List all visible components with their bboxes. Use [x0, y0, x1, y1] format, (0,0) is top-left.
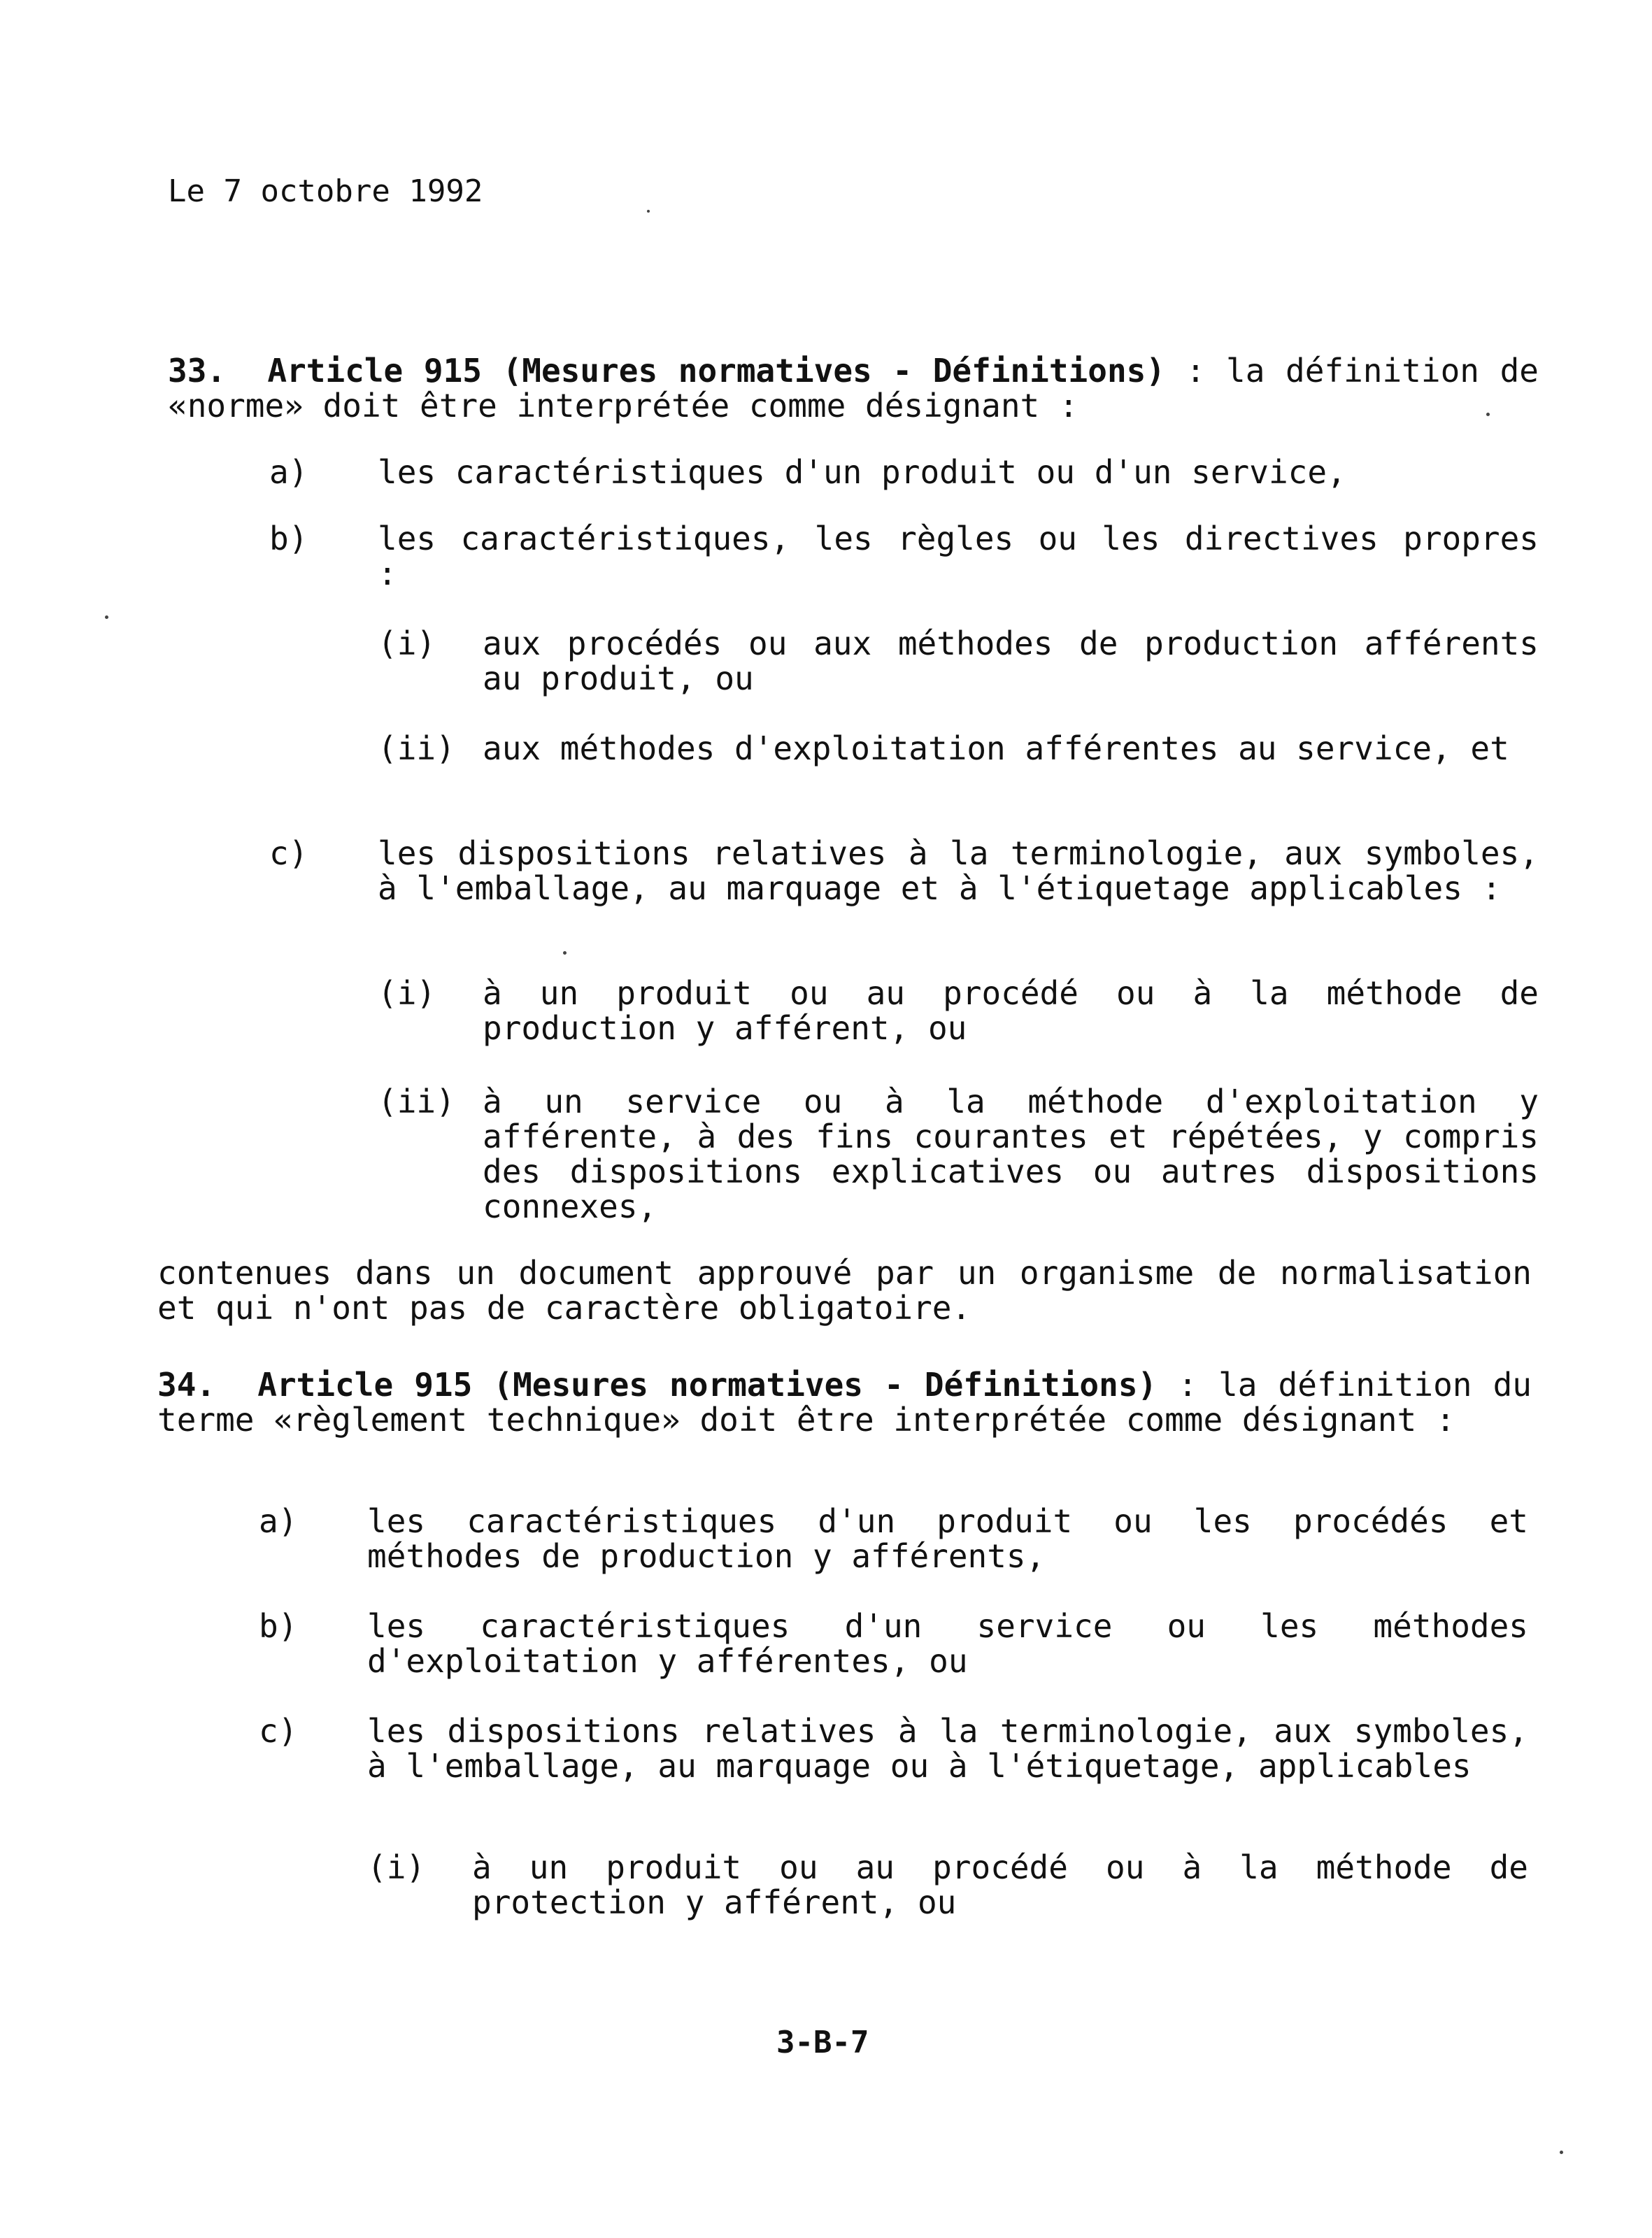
- sub-item-label: (ii): [378, 729, 455, 767]
- sub-item-text: à un service ou à la méthode d'exploitation y afférente, à des fins courantes et répétées, y compris des dispositions explicatives ou autres dispositions connexes,: [483, 1083, 1539, 1225]
- article-intro-text: : la définition de «norme» doit être interprétée comme désignant :: [168, 352, 1539, 425]
- page-number: 3-B-7: [776, 2025, 869, 2060]
- item-label: c): [259, 1712, 298, 1750]
- item-label: a): [259, 1502, 298, 1540]
- item-text: les caractéristiques, les règles ou les directives propres :: [378, 520, 1539, 592]
- item-label: b): [269, 520, 308, 557]
- scan-speck: [563, 951, 567, 955]
- item-label: a): [269, 453, 308, 491]
- document-date: Le 7 octobre 1992: [168, 173, 483, 209]
- sub-item-text: aux procédés ou aux méthodes de production afférents au produit, ou: [483, 625, 1539, 697]
- sub-item-text: à un produit ou au procédé ou à la méthode de production y afférent, ou: [483, 974, 1539, 1047]
- item-text: les dispositions relatives à la terminologie, aux symboles, à l'emballage, au marquage ou à l'étiquetage, applicables: [367, 1712, 1528, 1785]
- item-text: les caractéristiques d'un service ou les méthodes d'exploitation y afférentes, ou: [367, 1607, 1528, 1680]
- sub-item-label: (i): [378, 974, 436, 1012]
- sub-item-label: (i): [378, 625, 436, 662]
- scan-speck: [1486, 413, 1490, 416]
- paragraph-number: 34.: [157, 1366, 216, 1404]
- sub-item-label: (i): [367, 1848, 426, 1886]
- paragraph-number: 33.: [168, 352, 227, 390]
- item-label: b): [259, 1607, 298, 1645]
- article-heading: Article 915 (Mesures normatives - Définitions): [257, 1366, 1158, 1404]
- scan-speck: [105, 615, 108, 619]
- item-label: c): [269, 834, 308, 872]
- item-text: les caractéristiques d'un produit ou les procédés et méthodes de production y afférents,: [367, 1502, 1528, 1575]
- item-text: les dispositions relatives à la terminologie, aux symboles, à l'emballage, au marquage et à l'étiquetage applicables :: [378, 834, 1539, 907]
- article-34-intro: [157, 1367, 1532, 1437]
- sub-item-label: (ii): [378, 1083, 455, 1120]
- article-intro-text: : la définition du terme «règlement technique» doit être interprétée comme désignant :: [157, 1366, 1532, 1439]
- scan-speck: [647, 210, 650, 213]
- article-33-closing: contenues dans un document approuvé par un organisme de normalisation et qui n'ont pas de caractère obligatoire.: [157, 1254, 1532, 1327]
- article-33-intro: [168, 353, 1539, 423]
- article-heading: Article 915 (Mesures normatives - Définitions): [267, 352, 1166, 390]
- item-text: les caractéristiques d'un produit ou d'un service,: [378, 453, 1346, 491]
- sub-item-text: aux méthodes d'exploitation afférentes au service, et: [483, 729, 1509, 767]
- sub-item-text: à un produit ou au procédé ou à la méthode de protection y afférent, ou: [472, 1848, 1528, 1921]
- scan-speck: [1560, 2151, 1563, 2154]
